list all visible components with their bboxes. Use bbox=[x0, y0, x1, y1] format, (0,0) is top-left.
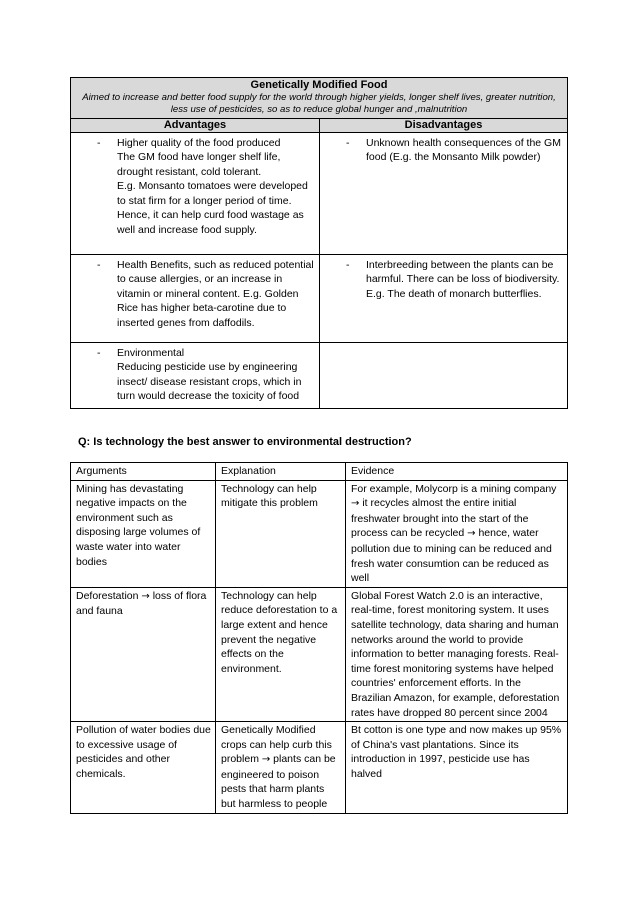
gm-title: Genetically Modified Food bbox=[250, 79, 388, 91]
table-row bbox=[71, 587, 568, 721]
explanation-cell: Technology can help reduce deforestation to a large extent and hence prevent the negative effects on the environment. bbox=[216, 587, 346, 721]
evidence-text: it recycles almost the entire initial freshwater brought into the start of the process can be recycled bbox=[351, 497, 529, 540]
advantage-bullet bbox=[75, 258, 315, 331]
advantage-cell-2 bbox=[71, 254, 320, 342]
evidence-cell bbox=[346, 480, 568, 587]
gm-table-header bbox=[71, 78, 568, 119]
disadvantage-bullet bbox=[324, 136, 563, 165]
argument-cell: Mining has devastating negative impacts on the environment such as disposing large volumes of waste water into water bodies bbox=[71, 480, 216, 587]
header-evidence: Evidence bbox=[346, 463, 568, 481]
bullet-dash: - bbox=[97, 346, 101, 359]
argument-cell: Pollution of water bodies due to excessive usage of pesticides and other chemicals. bbox=[71, 722, 216, 814]
bullet-dash: - bbox=[97, 258, 101, 271]
table-row bbox=[71, 722, 568, 814]
disadvantage-cell-3 bbox=[320, 342, 568, 408]
evidence-text: hence, water pollution due to mining can be reduced and fresh water consumtion can be reduced as well bbox=[351, 527, 552, 585]
bullet-dash: - bbox=[346, 258, 350, 271]
gm-subtitle: Aimed to increase and better food supply for the world through higher yields, longer shelf lives, greater nutrition, less use of pesticides, so as to reduce global hunger and ,malnutrition bbox=[82, 91, 556, 115]
arguments-table bbox=[70, 462, 568, 814]
advantage-bullet bbox=[75, 136, 315, 238]
table-row bbox=[71, 480, 568, 587]
header-explanation: Explanation bbox=[216, 463, 346, 481]
argument-text: Deforestation bbox=[76, 589, 139, 602]
question-heading: Q: Is technology the best answer to environmental destruction? bbox=[78, 436, 412, 448]
header-arguments: Arguments bbox=[71, 463, 216, 481]
advantage-cell-3 bbox=[71, 342, 320, 408]
explanation-cell: Technology can help mitigate this problem bbox=[216, 480, 346, 587]
advantages-header: Advantages bbox=[71, 118, 320, 132]
advantage-cell-1 bbox=[71, 132, 320, 254]
evidence-cell: Bt cotton is one type and now makes up 95% of China's vast plantations. Since its introduction in 1997, pesticide use has halved bbox=[346, 722, 568, 814]
advantage-line: Reducing pesticide use by engineering insect/ disease resistant crops, which in turn would decrease the toxicity of food bbox=[117, 361, 302, 402]
disadvantage-text: Unknown health consequences of the GM food (E.g. the Monsanto Milk powder) bbox=[366, 136, 561, 163]
arrow-icon: → bbox=[467, 528, 476, 540]
advantage-line: Hence, it can help curd food wastage as well and increase food supply. bbox=[117, 209, 304, 236]
disadvantage-cell-2 bbox=[320, 254, 568, 342]
argument-text: loss of flora and fauna bbox=[76, 589, 207, 618]
advantage-line: Higher quality of the food produced bbox=[117, 136, 281, 149]
advantage-text: Health Benefits, such as reduced potential to cause allergies, or an increase in vitamin or mineral content. E.g. Golden Rice has higher beta-carotine due to inserted genes from daffodils. bbox=[117, 258, 314, 329]
bullet-dash: - bbox=[346, 136, 350, 149]
explanation-text: Genetically Modified crops can help curb this problem bbox=[221, 724, 332, 766]
advantage-line: Environmental bbox=[117, 346, 185, 359]
arrow-icon: → bbox=[351, 498, 360, 510]
gm-food-table bbox=[70, 77, 568, 409]
disadvantage-cell-1 bbox=[320, 132, 568, 254]
bullet-dash: - bbox=[97, 136, 101, 149]
evidence-cell: Global Forest Watch 2.0 is an interactive, real-time, forest monitoring system. It uses satellite technology, data sharing and human networks around the world to provide information to better managing forests. Real-time forest monitoring systems have helped countries' enforcement efforts. In the Brazilian Amazon, for example, deforestation rates have dropped 80 percent since 2004 bbox=[346, 587, 568, 721]
advantage-bullet bbox=[75, 346, 315, 404]
arrow-icon: → bbox=[261, 754, 271, 766]
disadvantages-header: Disadvantages bbox=[320, 118, 568, 132]
advantage-line: The GM food have longer shelf life, drought resistant, cold tolerant. bbox=[117, 151, 281, 178]
argument-cell bbox=[71, 587, 216, 721]
explanation-cell bbox=[216, 722, 346, 814]
evidence-text: For example, Molycorp is a mining company bbox=[351, 482, 557, 495]
disadvantage-bullet bbox=[324, 258, 563, 302]
disadvantage-text: Interbreeding between the plants can be harmful. There can be loss of biodiversity. E.g. The death of monarch butterflies. bbox=[366, 258, 560, 300]
explanation-text: plants can be engineered to poison pests that harm plants but harmless to people bbox=[221, 753, 336, 811]
advantage-line: E.g. Monsanto tomatoes were developed to stat firm for a longer period of time. bbox=[117, 180, 308, 207]
arrow-icon: → bbox=[141, 590, 150, 602]
